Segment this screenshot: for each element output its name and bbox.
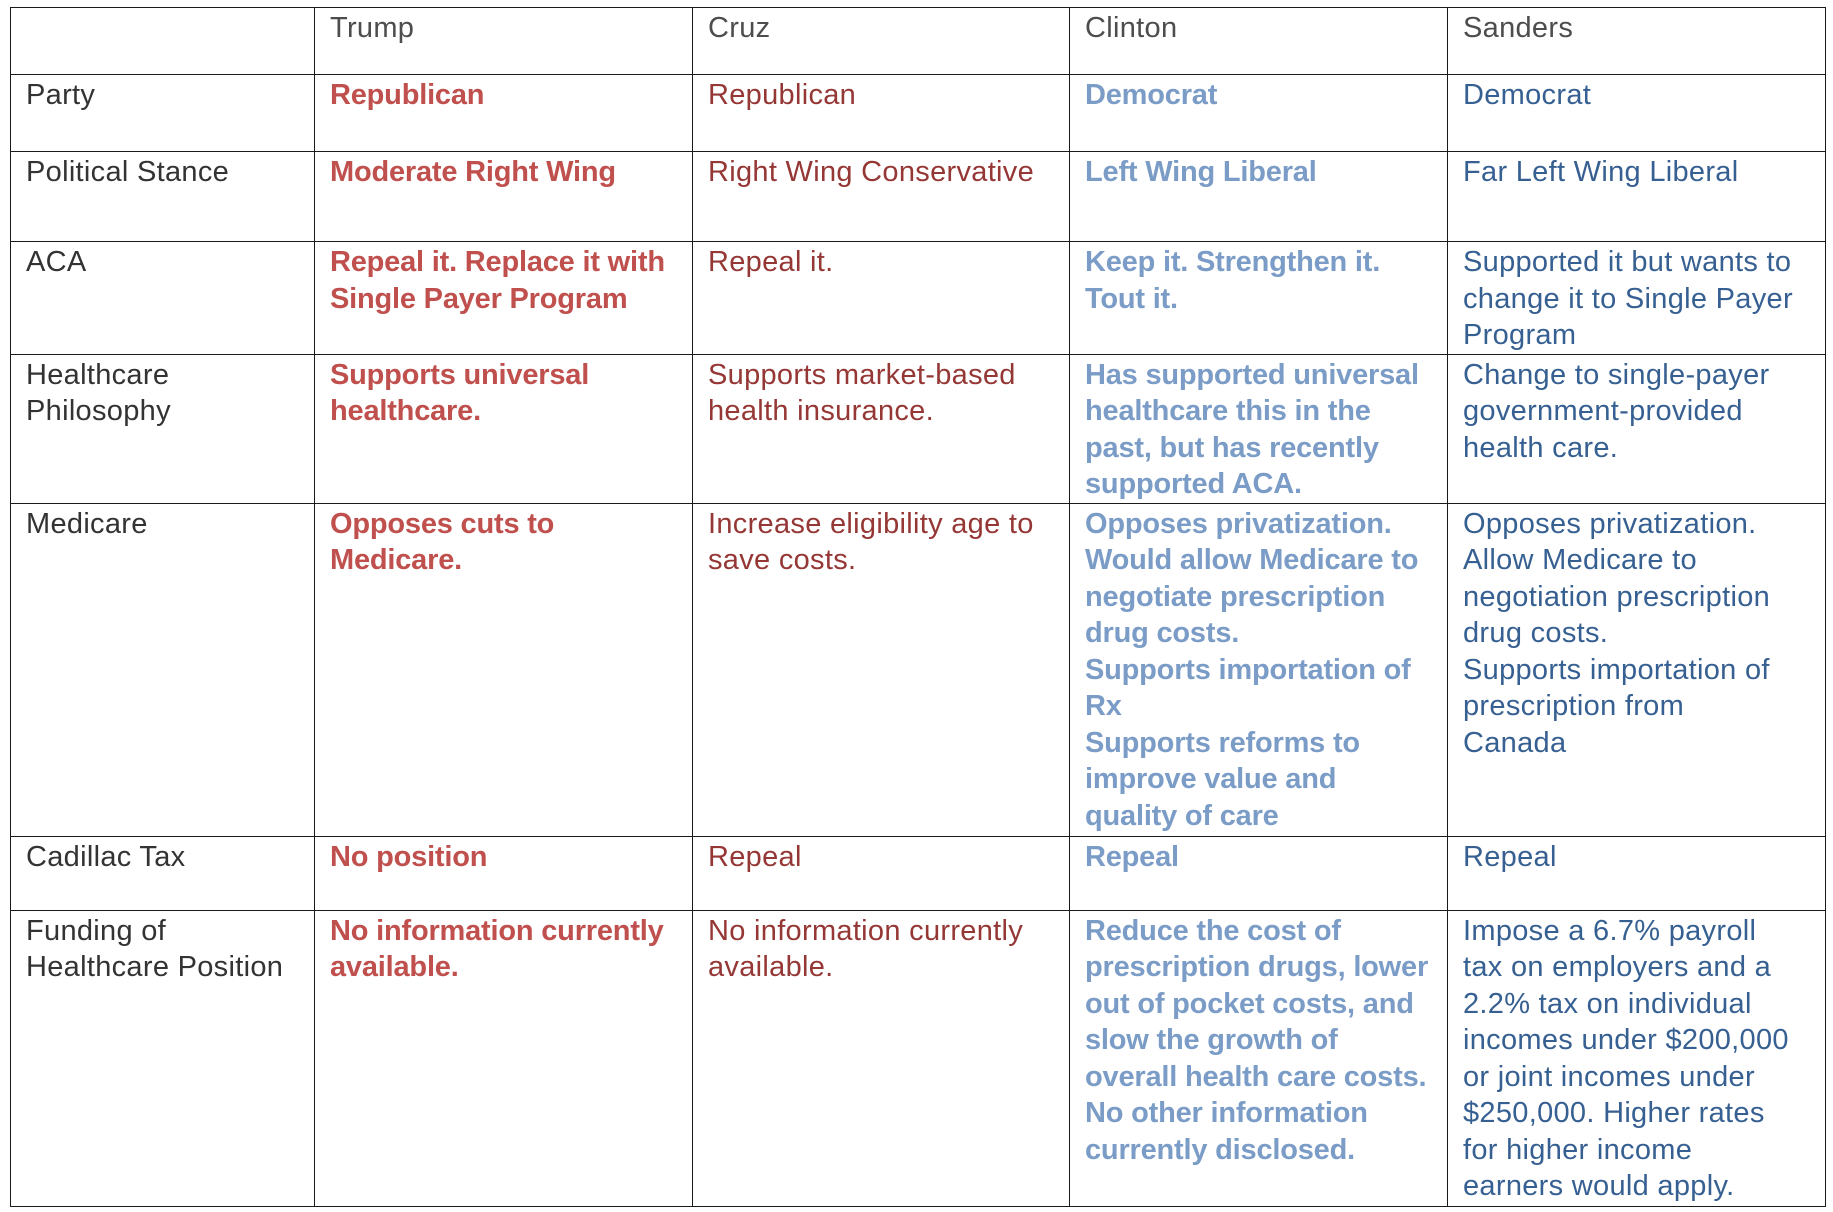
table-row-political-stance [11,152,1826,242]
cell-text-line: currently disclosed. [1085,1133,1355,1166]
cell-text-line: change it to Single Payer [1463,282,1793,315]
cell-text-line: Tout it. [1085,282,1178,315]
cell-text-line: negotiate prescription [1085,580,1386,613]
cell-text-line: out of pocket costs, and [1085,987,1414,1020]
cell-text-line: Change to single-payer [1463,358,1770,391]
cruz-cell-cadillac-tax [693,836,1070,910]
clinton-cell-funding [1070,910,1448,1206]
cell-text-line: overall health care costs. [1085,1060,1427,1093]
cell-text-line: Moderate Right Wing [330,156,616,188]
cruz-cell-medicare [693,503,1070,836]
cell-text-line: Program [1463,319,1577,351]
clinton-cell-medicare [1070,503,1448,836]
table-body [11,75,1826,1207]
trump-cell-cadillac-tax [315,836,693,910]
cruz-cell-political-stance [693,152,1070,242]
cell-text-line: Allow Medicare to [1463,544,1697,576]
cell-text-line: 2.2% tax on individual [1463,987,1752,1020]
cell-text-line: drug costs. [1463,617,1609,649]
cell-text-line: Right Wing Conservative [708,156,1035,188]
cell-text-line: negotiation prescription [1463,580,1771,613]
clinton-cell-aca [1070,242,1448,355]
cell-text-line: Funding of [26,914,167,947]
cell-text-line: incomes under $200,000 [1463,1024,1789,1056]
cell-text-line: Rx [1085,690,1122,722]
cell-text-line: Repeal [708,840,802,873]
table-row-healthcare-philosophy [11,354,1826,503]
sanders-cell-party [1448,75,1826,152]
cell-text-line: Impose a 6.7% payroll [1463,914,1757,947]
cell-text-line: earners would apply. [1463,1170,1735,1202]
row-label-medicare [11,503,315,836]
cell-text-line: Keep it. Strengthen it. [1085,246,1381,278]
cell-text-line: healthcare. [330,395,481,427]
cell-text-line: Would allow Medicare to [1085,544,1419,576]
cell-text-line: Opposes privatization. [1085,507,1392,540]
header-cell-sanders: Sanders [1448,8,1826,75]
row-label-healthcare-philosophy [11,354,315,503]
row-label-political-stance [11,152,315,242]
cell-text-line: prescription drugs, lower [1085,951,1429,983]
table-row-medicare [11,503,1826,836]
cell-text-line: government-provided [1463,395,1743,427]
table-row-funding [11,910,1826,1206]
table-row-cadillac-tax [11,836,1826,910]
trump-cell-healthcare-philosophy [315,354,693,503]
header-cell-cruz: Cruz [693,8,1070,75]
cell-text-line: available. [330,951,459,983]
cell-text-line: Repeal it. [708,246,834,278]
table-row-party [11,75,1826,152]
cell-text-line: health care. [1463,431,1619,464]
cell-text-line: Repeal [1085,840,1179,873]
sanders-cell-medicare [1448,503,1826,836]
trump-cell-medicare [315,503,693,836]
sanders-cell-healthcare-philosophy [1448,354,1826,503]
cell-text-line: Canada [1463,726,1567,759]
cell-text-line: Has supported universal [1085,358,1419,391]
cell-text-line: $250,000. Higher rates [1463,1097,1765,1129]
cell-text-line: for higher income [1463,1133,1693,1166]
cell-text-line: save costs. [708,544,857,576]
trump-cell-funding [315,910,693,1206]
cell-text-line: or joint incomes under [1463,1060,1755,1093]
cell-text-line: drug costs. [1085,617,1240,649]
cell-text-line: Opposes cuts to [330,507,555,540]
cell-text-line: Political Stance [26,156,230,188]
cruz-cell-aca [693,242,1070,355]
cell-text-line: quality of care [1085,799,1279,832]
cell-text-line: Republican [708,79,857,111]
cell-text-line: slow the growth of [1085,1024,1338,1056]
cruz-cell-healthcare-philosophy [693,354,1070,503]
header-cell-clinton: Clinton [1070,8,1448,75]
cell-text-line: Medicare. [330,544,462,576]
cell-text-line: Medicare [26,507,148,540]
trump-cell-party [315,75,693,152]
cell-text-line: No information currently [708,914,1024,947]
cell-text-line: improve value and [1085,763,1337,795]
cell-text-line: past, but has recently [1085,431,1379,464]
candidate-comparison-table [10,7,1826,1207]
cell-text-line: prescription from [1463,690,1685,722]
cell-text-line: Supports reforms to [1085,726,1360,759]
sanders-cell-funding [1448,910,1826,1206]
cell-text-line: Increase eligibility age to [708,507,1034,540]
cell-text-line: Democrat [1463,79,1592,111]
cell-text-line: Single Payer Program [330,282,628,315]
cell-text-line: Repeal it. Replace it with [330,246,665,278]
clinton-cell-party [1070,75,1448,152]
row-label-aca [11,242,315,355]
cell-text-line: Party [26,79,96,111]
cell-text-line: Left Wing Liberal [1085,156,1317,188]
cell-text-line: available. [708,951,834,983]
cell-text-line: Healthcare [26,358,170,391]
cell-text-line: health insurance. [708,395,934,427]
cell-text-line: Republican [330,79,485,111]
cell-text-line: Supports importation of [1085,653,1411,686]
cell-text-line: Cadillac Tax [26,840,186,873]
cell-text-line: Reduce the cost of [1085,914,1341,947]
sanders-cell-political-stance [1448,152,1826,242]
header-cell-trump: Trump [315,8,693,75]
cell-text-line: Supports universal [330,358,590,391]
cell-text-line: Supports importation of [1463,653,1770,686]
cell-text-line: tax on employers and a [1463,951,1772,983]
header-row [11,8,1826,75]
cell-text-line: Supported it but wants to [1463,246,1792,278]
header-cell-empty [11,8,315,75]
cell-text-line: healthcare this in the [1085,395,1371,427]
row-label-funding [11,910,315,1206]
cell-text-line: Opposes privatization. [1463,507,1757,540]
cell-text-line: Far Left Wing Liberal [1463,156,1739,188]
cell-text-line: supported ACA. [1085,468,1302,500]
row-label-cadillac-tax [11,836,315,910]
sanders-cell-cadillac-tax [1448,836,1826,910]
trump-cell-aca [315,242,693,355]
clinton-cell-political-stance [1070,152,1448,242]
cruz-cell-party [693,75,1070,152]
cell-text-line: Repeal [1463,840,1557,873]
table-row-aca [11,242,1826,355]
row-label-party [11,75,315,152]
cell-text-line: Philosophy [26,395,171,427]
cruz-cell-funding [693,910,1070,1206]
clinton-cell-cadillac-tax [1070,836,1448,910]
cell-text-line: Supports market-based [708,358,1016,391]
cell-text-line: No information currently [330,914,664,947]
sanders-cell-aca [1448,242,1826,355]
trump-cell-political-stance [315,152,693,242]
cell-text-line: Democrat [1085,79,1218,111]
cell-text-line: ACA [26,246,87,278]
cell-text-line: No position [330,840,488,873]
cell-text-line: No other information [1085,1097,1368,1129]
clinton-cell-healthcare-philosophy [1070,354,1448,503]
cell-text-line: Healthcare Position [26,951,284,983]
